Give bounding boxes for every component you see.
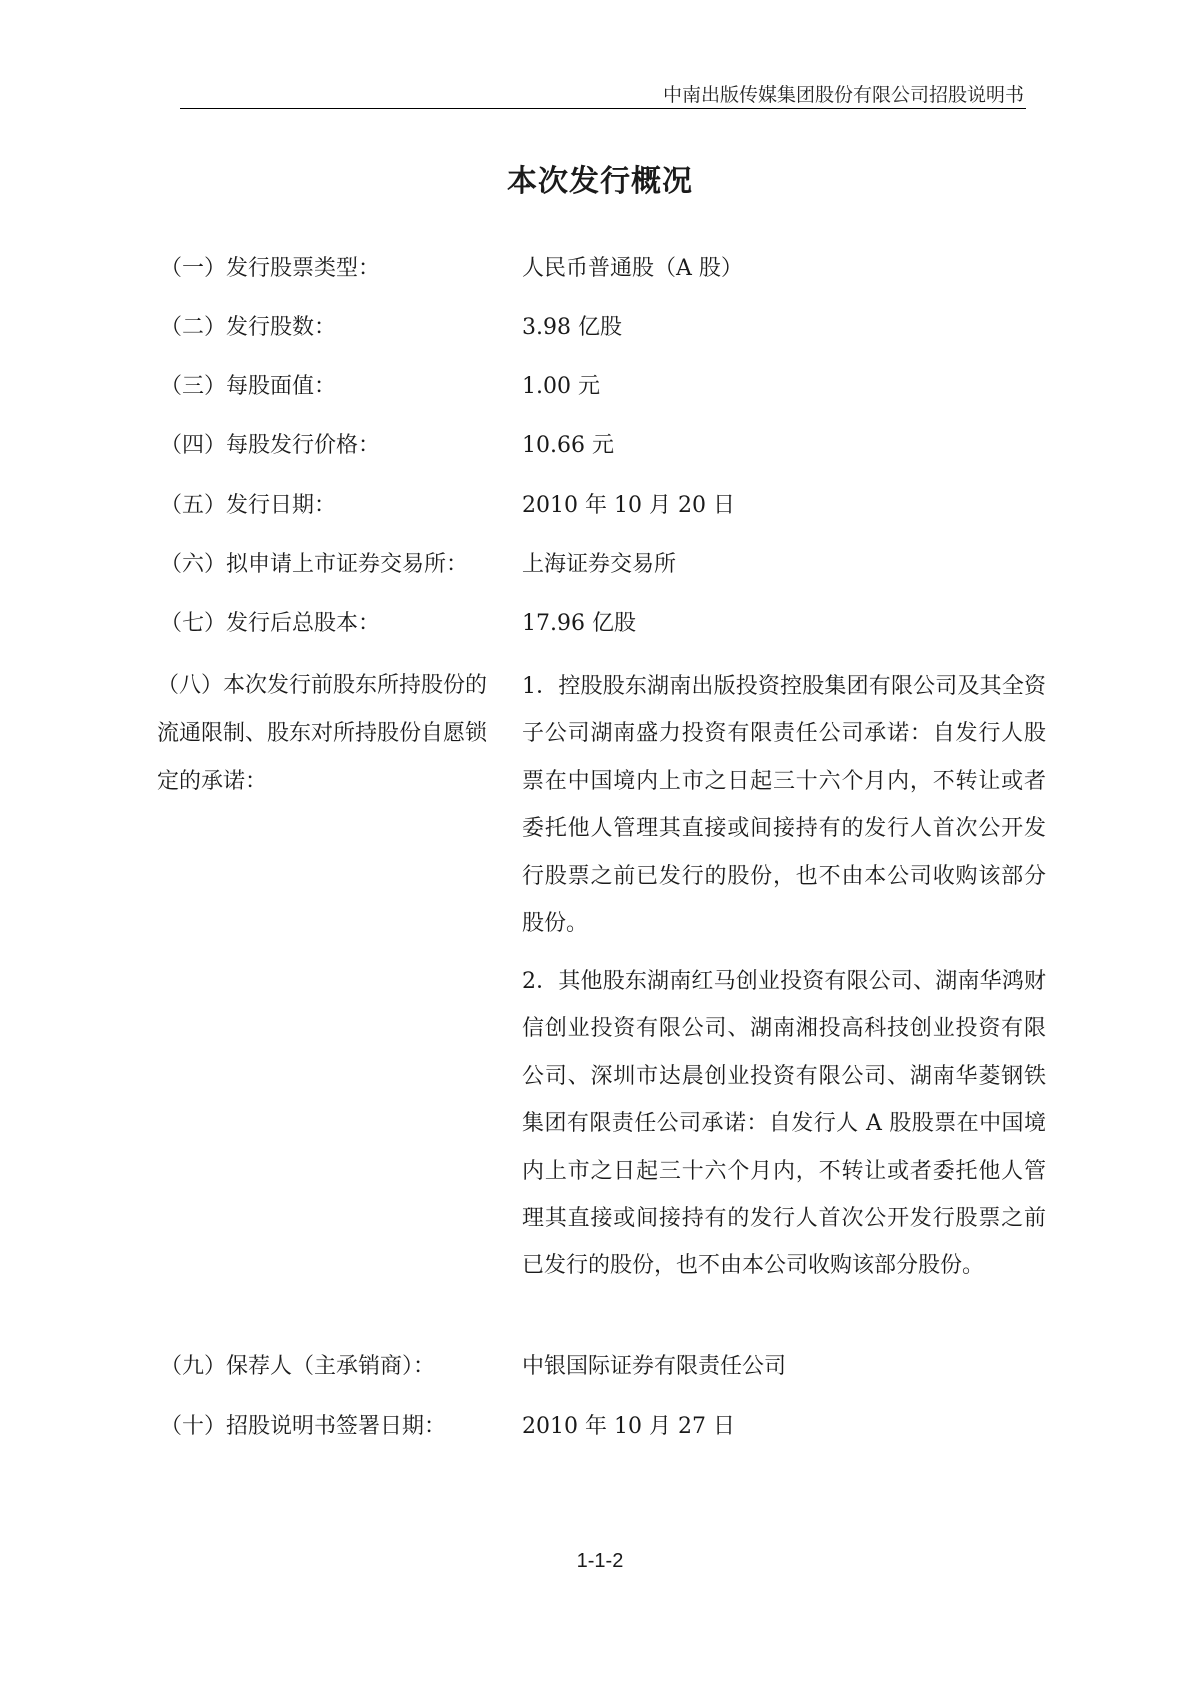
lockup-paragraph-1: 1．控股股东湖南出版投资控股集团有限公司及其全资子公司湖南盛力投资有限责任公司承诺：自发行人股票在中国境内上市之日起三十六个月内，不转让或者委托他人管理其直接或间接持有的发行人首次公开发行股票之前已发行的股份，也不由本公司收购该部分股份。 [522, 674, 1046, 937]
item-value-share-count: 3.98 亿股 [522, 315, 622, 340]
item-value-stock-exchange: 上海证券交易所 [522, 552, 677, 577]
item-label-par-value: （三）每股面值： [160, 374, 337, 399]
lockup-paragraph-2: 2．其他股东湖南红马创业投资有限公司、湖南华鸿财信创业投资有限公司、湖南湘投高科技创业投资有限公司、深圳市达晨创业投资有限公司、湖南华菱钢铁集团有限责任公司承诺：自发行人 A 股股票在中国境内上市之日起三十六个月内，不转让或者委托他人管理其直接或间接持有的发行人首次公开发行股票之前已发行的股份，也不由本公司收购该部分股份。 [522, 969, 1046, 1279]
item-label-signing-date: （十）招股说明书签署日期： [160, 1414, 447, 1439]
item-value-par-value: 1.00 元 [522, 374, 600, 399]
item-label-stock-exchange: （六）拟申请上市证券交易所： [160, 552, 469, 577]
item-value-issue-price: 10.66 元 [522, 433, 614, 458]
item-label-share-count: （二）发行股数： [160, 315, 337, 340]
item-value-total-shares: 17.96 亿股 [522, 611, 636, 636]
item-value-sponsor: 中银国际证券有限责任公司 [522, 1354, 787, 1379]
page-title: 本次发行概况 [507, 164, 693, 199]
item-value-signing-date: 2010 年 10 月 27 日 [522, 1414, 735, 1439]
item-label-sponsor: （九）保荐人（主承销商）： [160, 1354, 436, 1379]
item-label-issue-date: （五）发行日期： [160, 493, 337, 518]
item-label-stock-type: （一）发行股票类型： [160, 256, 381, 281]
item-label-issue-price: （四）每股发行价格： [160, 433, 381, 458]
page-header [180, 78, 1026, 109]
item-value-stock-type: 人民币普通股（A 股） [522, 256, 743, 281]
item-label-lockup: （八）本次发行前股东所持股份的流通限制、股东对所持股份自愿锁定的承诺： [157, 673, 488, 794]
item-value-issue-date: 2010 年 10 月 20 日 [522, 493, 735, 518]
header-title: 中南出版传媒集团股份有限公司招股说明书 [662, 84, 1024, 106]
page-number: 1-1-2 [576, 1550, 624, 1572]
item-label-total-shares: （七）发行后总股本： [160, 611, 381, 636]
